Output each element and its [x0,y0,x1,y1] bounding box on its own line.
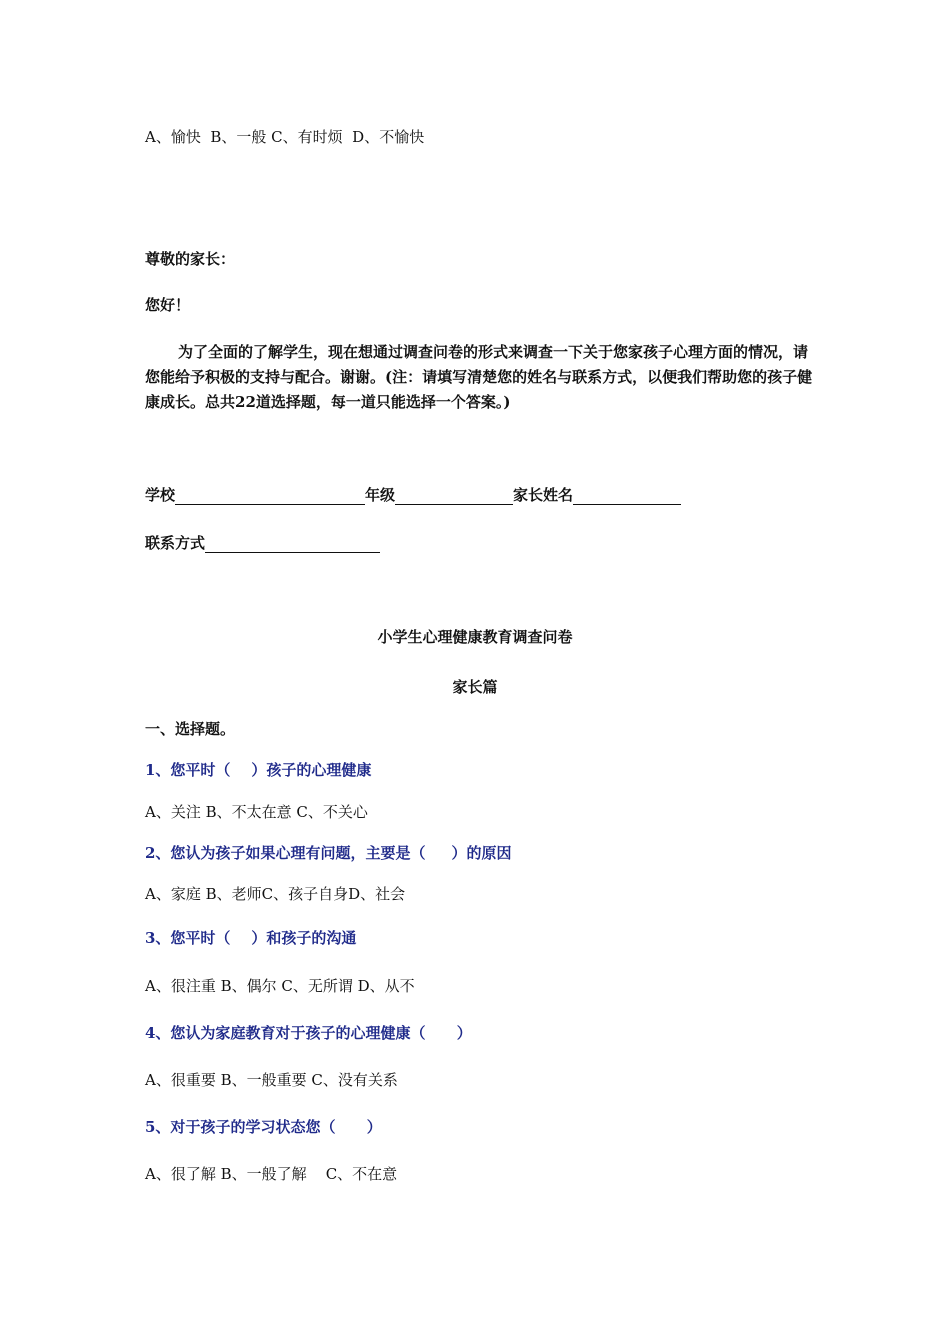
school-label: 学校 [145,486,176,504]
answer-options-3[interactable]: A、很注重 B、偶尔 C、无所谓 D、从不 [145,977,415,995]
parent-name-blank[interactable] [573,488,681,505]
page-subtitle: 家长篇 [452,678,498,696]
school-blank[interactable] [175,488,365,505]
question-1: 1、您平时（ ）孩子的心理健康 [145,761,372,779]
grade-label: 年级 [365,486,396,504]
question-2: 2、您认为孩子如果心理有问题，主要是（ ）的原因 [145,844,512,862]
page-title: 小学生心理健康教育调查问卷 [377,628,573,646]
question-4: 4、您认为家庭教育对于孩子的心理健康（ ） [145,1024,472,1042]
previous-question-options: A、愉快 B、一般 C、有时烦 D、不愉快 [145,128,425,146]
info-fields-row-2 [145,532,380,553]
question-3: 3、您平时（ ）和孩子的沟通 [145,929,357,947]
answer-options-5[interactable]: A、很了解 B、一般了解 C、不在意 [145,1165,398,1183]
contact-label: 联系方式 [145,534,206,552]
section-heading: 一、选择题。 [145,720,236,738]
intro-paragraph: 为了全面的了解学生，现在想通过调查问卷的形式来调查一下关于您家孩子心理方面的情况，请您能给予积极的支持与配合。谢谢。(注：请填写清楚您的姓名与联系方式，以便我们帮助您的孩子健康成长。总共22道选择题，每一道只能选择一个答案。) [145,343,813,411]
hello: 您好！ [145,296,191,314]
answer-options-4[interactable]: A、很重要 B、一般重要 C、没有关系 [145,1071,398,1089]
grade-blank[interactable] [395,488,513,505]
answer-options-1[interactable]: A、关注 B、不太在意 C、不关心 [145,803,368,821]
greeting: 尊敬的家长： [145,250,236,268]
answer-options-2[interactable]: A、家庭 B、老师C、孩子自身D、社会 [145,885,406,903]
contact-blank[interactable] [205,536,380,553]
parent-name-label: 家长姓名 [513,486,574,504]
question-5: 5、对于孩子的学习状态您（ ） [145,1118,382,1136]
info-fields-row-1 [145,484,681,505]
